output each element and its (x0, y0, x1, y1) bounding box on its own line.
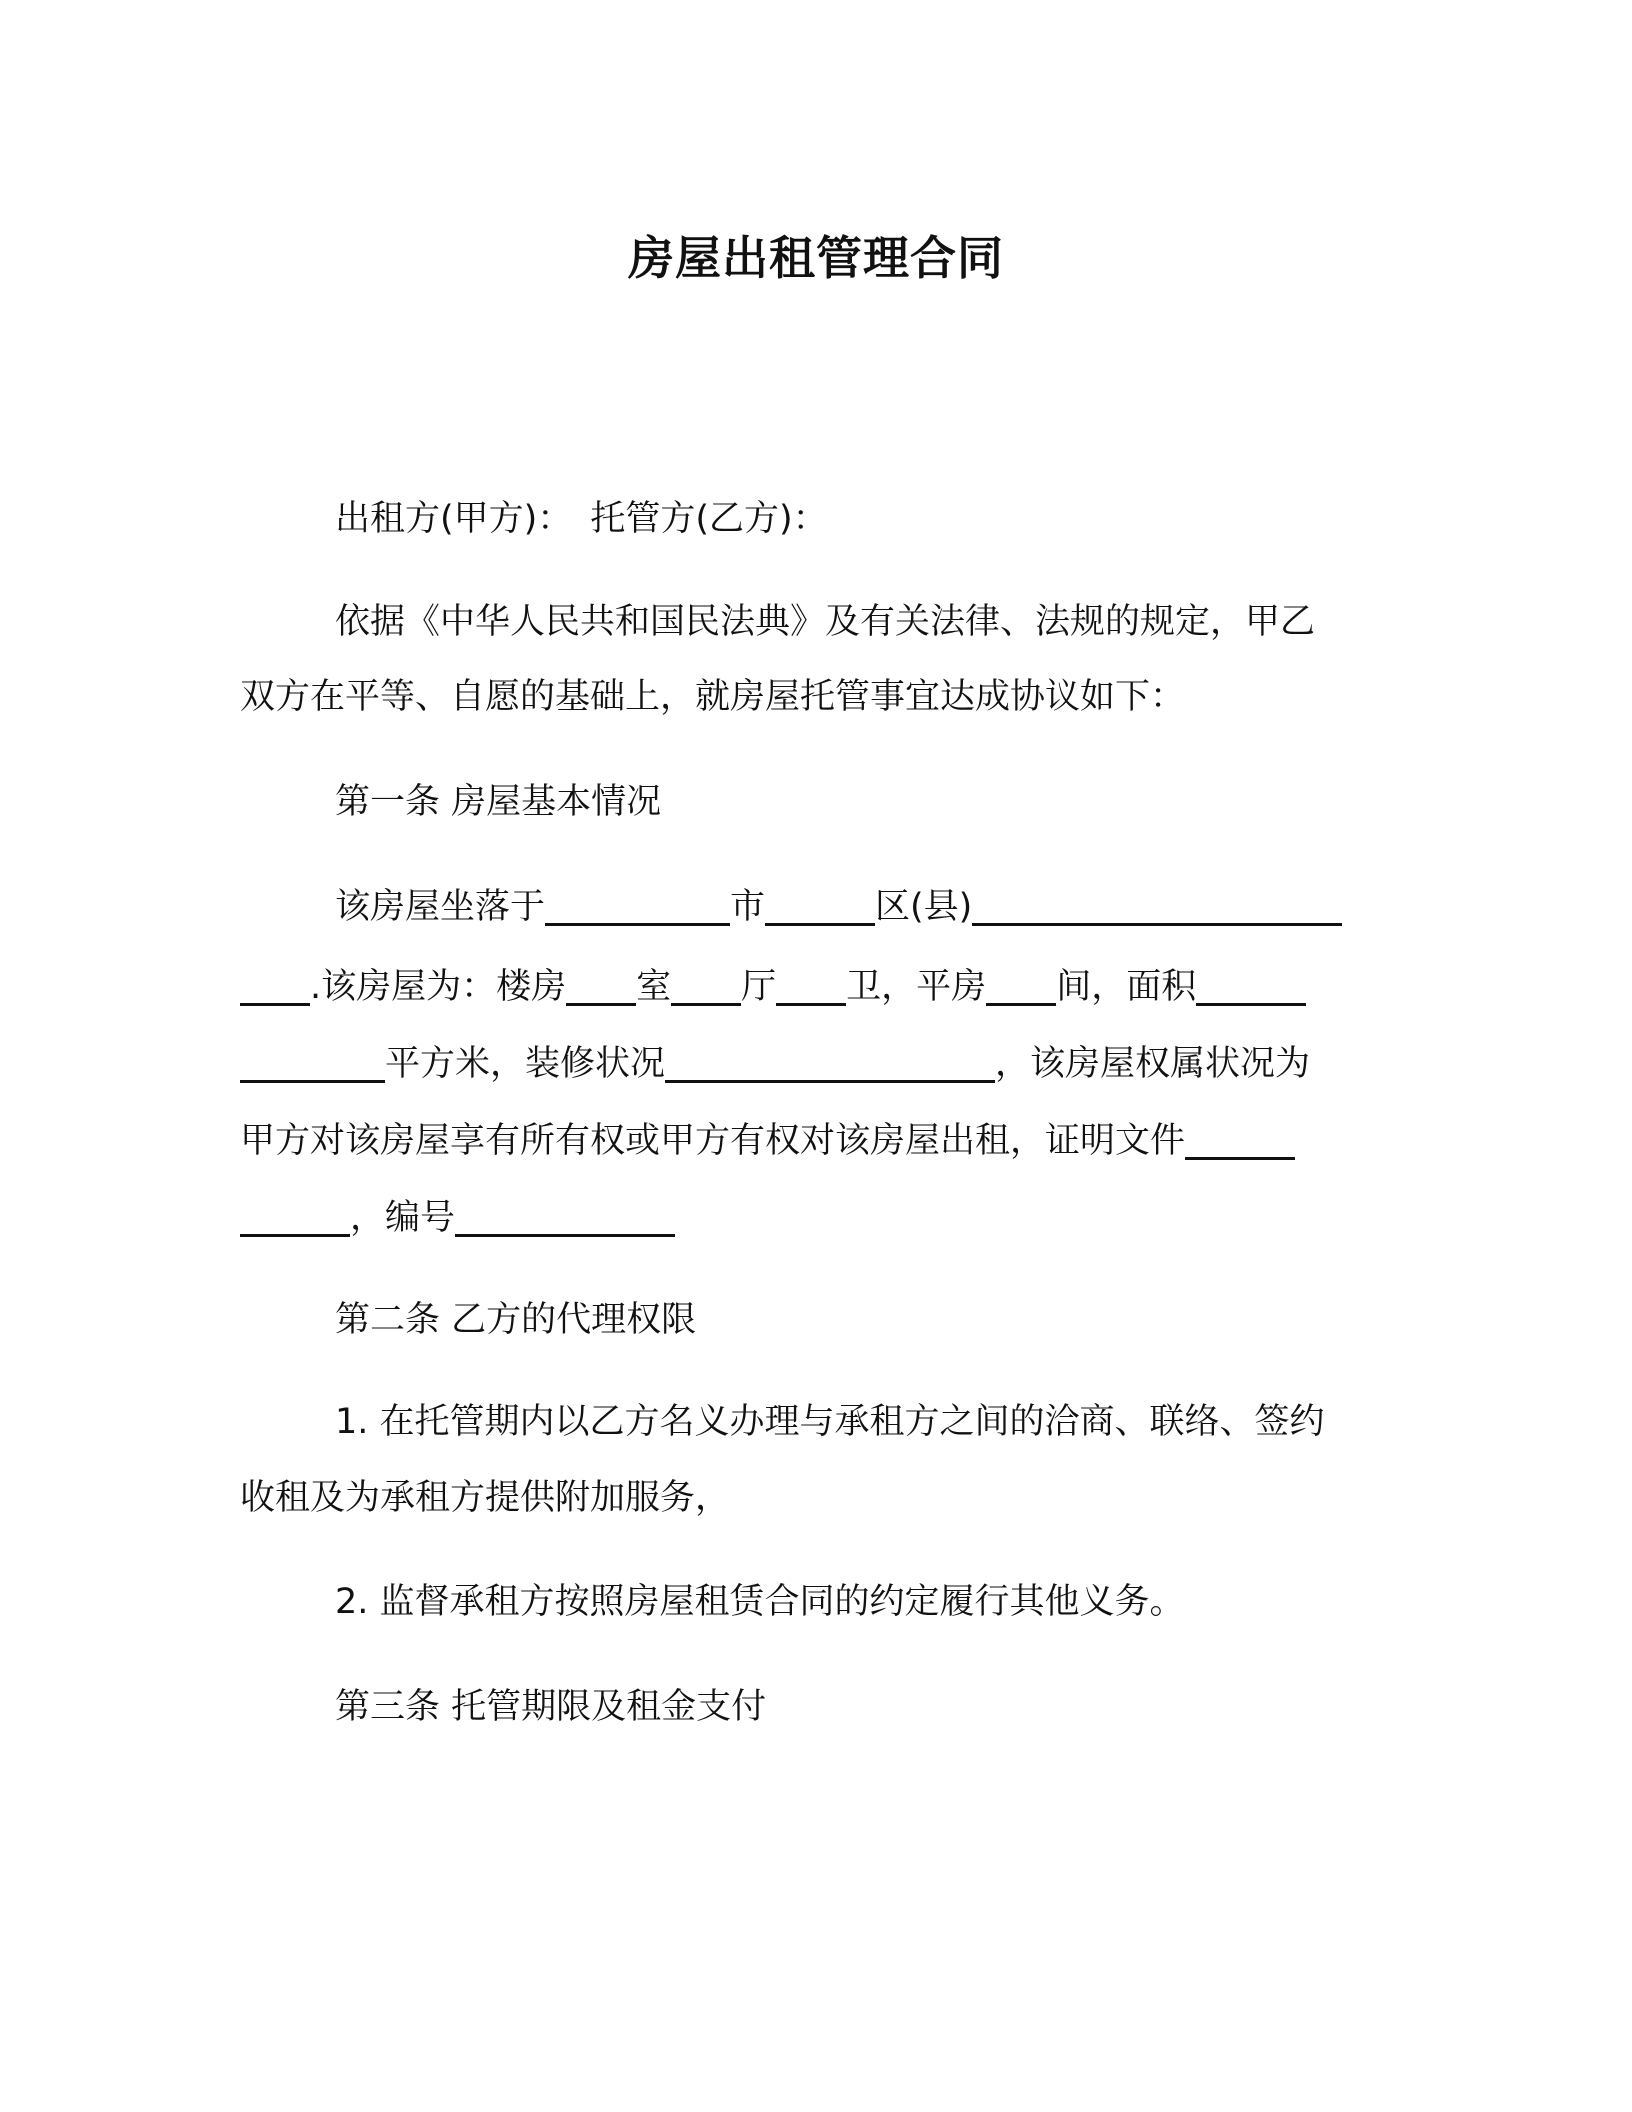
preamble-line-2: 双方在平等、自愿的基础上，就房屋托管事宜达成协议如下： (240, 677, 1186, 717)
room-text: 室 (636, 967, 672, 1007)
address-blank[interactable] (972, 889, 1342, 926)
preamble-line-1: 依据《中华人民共和国民法典》及有关法律、法规的规定，甲乙 (335, 602, 1316, 642)
area-blank[interactable] (1196, 969, 1306, 1006)
area-continued-blank[interactable] (240, 1046, 385, 1083)
certificate-blank[interactable] (1185, 1123, 1295, 1160)
located-text: 该房屋坐落于 (335, 887, 546, 927)
number-line (240, 1194, 675, 1242)
article-1-heading: 第一条 房屋基本情况 (335, 782, 662, 822)
article-2-heading: 第二条 乙方的代理权限 (335, 1300, 697, 1340)
city-text: 市 (730, 887, 766, 927)
article-2-item-1-line-2: 收租及为承租方提供附加服务， (240, 1478, 731, 1518)
house-type-line (240, 963, 1306, 1011)
address-continued-blank[interactable] (240, 969, 310, 1006)
certificate-continued-blank[interactable] (240, 1200, 350, 1237)
article-2-item-2: 2. 监督承租方按照房屋租赁合同的约定履行其他义务。 (335, 1582, 1185, 1622)
district-blank[interactable] (765, 889, 875, 926)
decoration-blank[interactable] (665, 1046, 995, 1083)
decoration-line (240, 1040, 1310, 1088)
city-blank[interactable] (545, 889, 730, 926)
hall-blank[interactable] (671, 969, 741, 1006)
district-text: 区(县) (875, 887, 973, 927)
building-text: .该房屋为：楼房 (310, 967, 567, 1007)
bungalow-blank[interactable] (986, 969, 1056, 1006)
document-title: 房屋出租管理合同 (628, 231, 1004, 285)
bath-text: 卫，平房 (846, 967, 987, 1007)
number-text: ，编号 (350, 1198, 456, 1238)
lessor-label: 出租方(甲方)： (335, 499, 573, 539)
sqm-text: 平方米，装修状况 (385, 1044, 666, 1084)
article-2-item-1-line-1: 1. 在托管期内以乙方名义办理与承租方之间的洽商、联络、签约 (335, 1402, 1325, 1442)
unit-text: 间，面积 (1056, 967, 1197, 1007)
number-blank[interactable] (455, 1200, 675, 1237)
article-3-heading: 第三条 托管期限及租金支付 (335, 1687, 767, 1727)
bath-blank[interactable] (776, 969, 846, 1006)
parties-line (335, 495, 828, 543)
hall-text: 厅 (741, 967, 777, 1007)
ownership-line (240, 1117, 1295, 1165)
trustee-label: 托管方(乙方)： (590, 499, 828, 539)
certificate-text: 甲方对该房屋享有所有权或甲方有权对该房屋出租，证明文件 (240, 1121, 1186, 1161)
room-blank[interactable] (566, 969, 636, 1006)
ownership-text: ，该房屋权属状况为 (995, 1044, 1311, 1084)
location-line (335, 883, 1342, 931)
